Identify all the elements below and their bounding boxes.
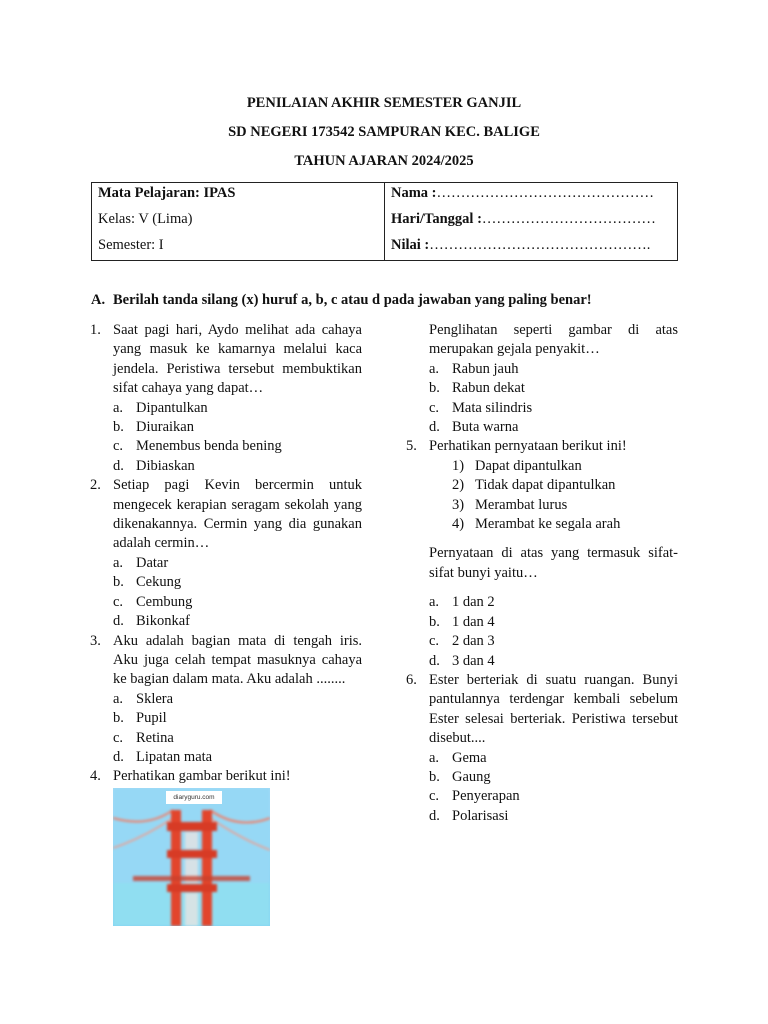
right-column xyxy=(406,321,678,826)
option-letter: a. xyxy=(429,749,440,766)
option-2c[interactable] xyxy=(90,593,362,612)
option-letter: c. xyxy=(429,399,440,416)
option-text: Cembung xyxy=(136,593,193,610)
option-text: Rabun dekat xyxy=(452,380,525,397)
option-4a[interactable] xyxy=(406,360,678,379)
option-letter: a. xyxy=(113,690,124,707)
option-text: Penyerapan xyxy=(452,788,520,805)
option-4b[interactable] xyxy=(406,379,678,398)
option-1d[interactable] xyxy=(90,457,362,476)
name-dots: ……………………………………… xyxy=(436,185,655,201)
option-2b[interactable] xyxy=(90,573,362,592)
image-watermark-label: diaryguru.com xyxy=(166,791,222,804)
option-text: Gema xyxy=(452,749,487,766)
date-label: Hari/Tanggal : xyxy=(391,211,482,227)
option-letter: b. xyxy=(113,710,124,727)
option-text: Cekung xyxy=(136,574,182,591)
question-number: 1. xyxy=(90,322,101,338)
option-text: Dipantulkan xyxy=(136,399,208,416)
question-5 xyxy=(406,437,678,456)
statement-text: Merambat ke segala arah xyxy=(475,516,621,533)
question-2 xyxy=(90,476,362,554)
question-5-prompt: Pernyataan di atas yang termasuk sifat-sifat bunyi yaitu… xyxy=(429,545,678,581)
question-text: Aku adalah bagian mata di tengah iris. Aku juga celah tempat masuknya cahaya ke bagian dalam mata. Aku adalah ........ xyxy=(113,632,362,688)
section-instruction: Berilah tanda silang (x) huruf a, b, c atau d pada jawaban yang paling benar! xyxy=(113,292,592,308)
option-3c[interactable] xyxy=(90,729,362,748)
question-3 xyxy=(90,632,362,690)
option-5b[interactable] xyxy=(406,613,678,632)
option-2d[interactable] xyxy=(90,612,362,631)
option-5d[interactable] xyxy=(406,652,678,671)
statement-3 xyxy=(406,496,678,515)
date-field xyxy=(385,210,678,236)
statement-text: Merambat lurus xyxy=(475,496,568,513)
option-2a[interactable] xyxy=(90,554,362,573)
option-5c[interactable] xyxy=(406,632,678,651)
option-letter: c. xyxy=(113,438,124,455)
student-info-table xyxy=(91,182,678,261)
option-text: Menembus benda bening xyxy=(136,438,282,455)
option-text: Mata silindris xyxy=(452,399,533,416)
option-5a[interactable] xyxy=(406,593,678,612)
option-text: Pupil xyxy=(136,710,167,727)
statement-number: 3) xyxy=(452,496,465,513)
statement-number: 1) xyxy=(452,457,465,474)
statement-4 xyxy=(406,515,678,534)
option-text: 3 dan 4 xyxy=(452,652,495,669)
school-name: SD NEGERI 173542 SAMPURAN KEC. BALIGE xyxy=(228,124,540,140)
option-text: 1 dan 2 xyxy=(452,594,495,611)
question-6 xyxy=(406,671,678,749)
option-text: Bikonkaf xyxy=(136,613,190,630)
option-text: Retina xyxy=(136,729,174,746)
option-text: Polarisasi xyxy=(452,807,509,824)
option-letter: a. xyxy=(429,594,440,611)
option-6a[interactable] xyxy=(406,749,678,768)
option-letter: d. xyxy=(113,613,124,630)
option-letter: d. xyxy=(429,419,440,436)
statement-number: 4) xyxy=(452,516,465,533)
question-4 xyxy=(90,767,362,786)
question-number: 5. xyxy=(406,438,417,455)
option-text: 2 dan 3 xyxy=(452,633,495,650)
semester-label: Semester: I xyxy=(92,236,385,261)
option-letter: d. xyxy=(113,457,124,474)
option-text: Gaung xyxy=(452,768,491,785)
option-3a[interactable] xyxy=(90,690,362,709)
option-letter: c. xyxy=(113,593,124,610)
blurry-bridge-image xyxy=(113,788,270,926)
option-6b[interactable] xyxy=(406,768,678,787)
option-1a[interactable] xyxy=(90,399,362,418)
section-number: A. xyxy=(91,292,106,308)
statement-2 xyxy=(406,476,678,495)
question-number: 4. xyxy=(90,768,101,785)
name-label: Nama : xyxy=(391,185,437,201)
option-letter: a. xyxy=(113,399,124,416)
option-letter: c. xyxy=(429,788,440,805)
class-label: Kelas: V (Lima) xyxy=(92,210,385,236)
option-text: Diuraikan xyxy=(136,419,194,436)
option-4d[interactable] xyxy=(406,418,678,437)
option-letter: a. xyxy=(113,554,124,571)
option-text: Sklera xyxy=(136,690,174,707)
option-letter: d. xyxy=(429,652,440,669)
option-letter: d. xyxy=(429,807,440,824)
option-letter: a. xyxy=(429,360,440,377)
subject-label: Mata Pelajaran: IPAS xyxy=(92,183,385,211)
option-text: Lipatan mata xyxy=(136,748,213,765)
option-text: Dibiaskan xyxy=(136,457,195,474)
exam-title: PENILAIAN AKHIR SEMESTER GANJIL xyxy=(246,95,522,111)
question-text: Perhatikan gambar berikut ini! xyxy=(113,768,291,785)
question-number: 3. xyxy=(90,632,101,649)
option-3d[interactable] xyxy=(90,748,362,767)
score-label: Nilai : xyxy=(391,237,430,253)
option-text: Datar xyxy=(136,554,169,571)
bridge-illustration xyxy=(113,788,270,926)
section-heading xyxy=(91,292,592,309)
option-letter: c. xyxy=(429,633,440,650)
option-6c[interactable] xyxy=(406,787,678,806)
statement-number: 2) xyxy=(452,477,465,494)
option-3b[interactable] xyxy=(90,709,362,728)
question-4-prompt: Penglihatan seperti gambar di atas merupakan gejala penyakit… xyxy=(429,322,678,358)
option-letter: c. xyxy=(113,729,124,746)
option-letter: b. xyxy=(429,613,440,630)
option-letter: b. xyxy=(113,574,124,591)
option-1b[interactable] xyxy=(90,418,362,437)
statement-text: Dapat dipantulkan xyxy=(475,457,582,474)
left-column xyxy=(90,321,362,926)
option-letter: b. xyxy=(429,380,440,397)
option-6d[interactable] xyxy=(406,807,678,826)
option-letter: d. xyxy=(113,748,124,765)
academic-year: TAHUN AJARAN 2024/2025 xyxy=(294,153,474,169)
question-text: Ester berteriak di suatu ruangan. Bunyi pantulannya terdengar kembali sebelum Ester selesai berteriak. Peristiwa tersebut disebut.... xyxy=(429,671,678,747)
score-field xyxy=(385,236,678,261)
statement-text: Tidak dapat dipantulkan xyxy=(475,477,616,494)
question-number: 6. xyxy=(406,671,417,688)
option-text: 1 dan 4 xyxy=(452,613,495,630)
question-text: Setiap pagi Kevin bercermin untuk mengecek kerapian seragam sekolah yang dikenakannya. Cermin yang dia gunakan adalah cermin… xyxy=(113,477,362,552)
statement-1 xyxy=(406,457,678,476)
question-number: 2. xyxy=(90,477,101,494)
question-text: Saat pagi hari, Aydo melihat ada cahaya yang masuk ke kamarnya melalui kaca jendela. Peristiwa tersebut membuktikan sifat cahaya yang dapat… xyxy=(113,322,362,397)
option-text: Rabun jauh xyxy=(452,360,519,377)
score-dots: ………………………………………. xyxy=(429,237,651,253)
option-1c[interactable] xyxy=(90,437,362,456)
question-1 xyxy=(90,321,362,399)
question-text: Perhatikan pernyataan berikut ini! xyxy=(429,438,627,455)
option-letter: b. xyxy=(429,768,440,785)
date-dots: ……………………………… xyxy=(481,211,656,227)
option-text: Buta warna xyxy=(452,419,519,436)
option-letter: b. xyxy=(113,419,124,436)
option-4c[interactable] xyxy=(406,399,678,418)
name-field xyxy=(385,183,678,211)
